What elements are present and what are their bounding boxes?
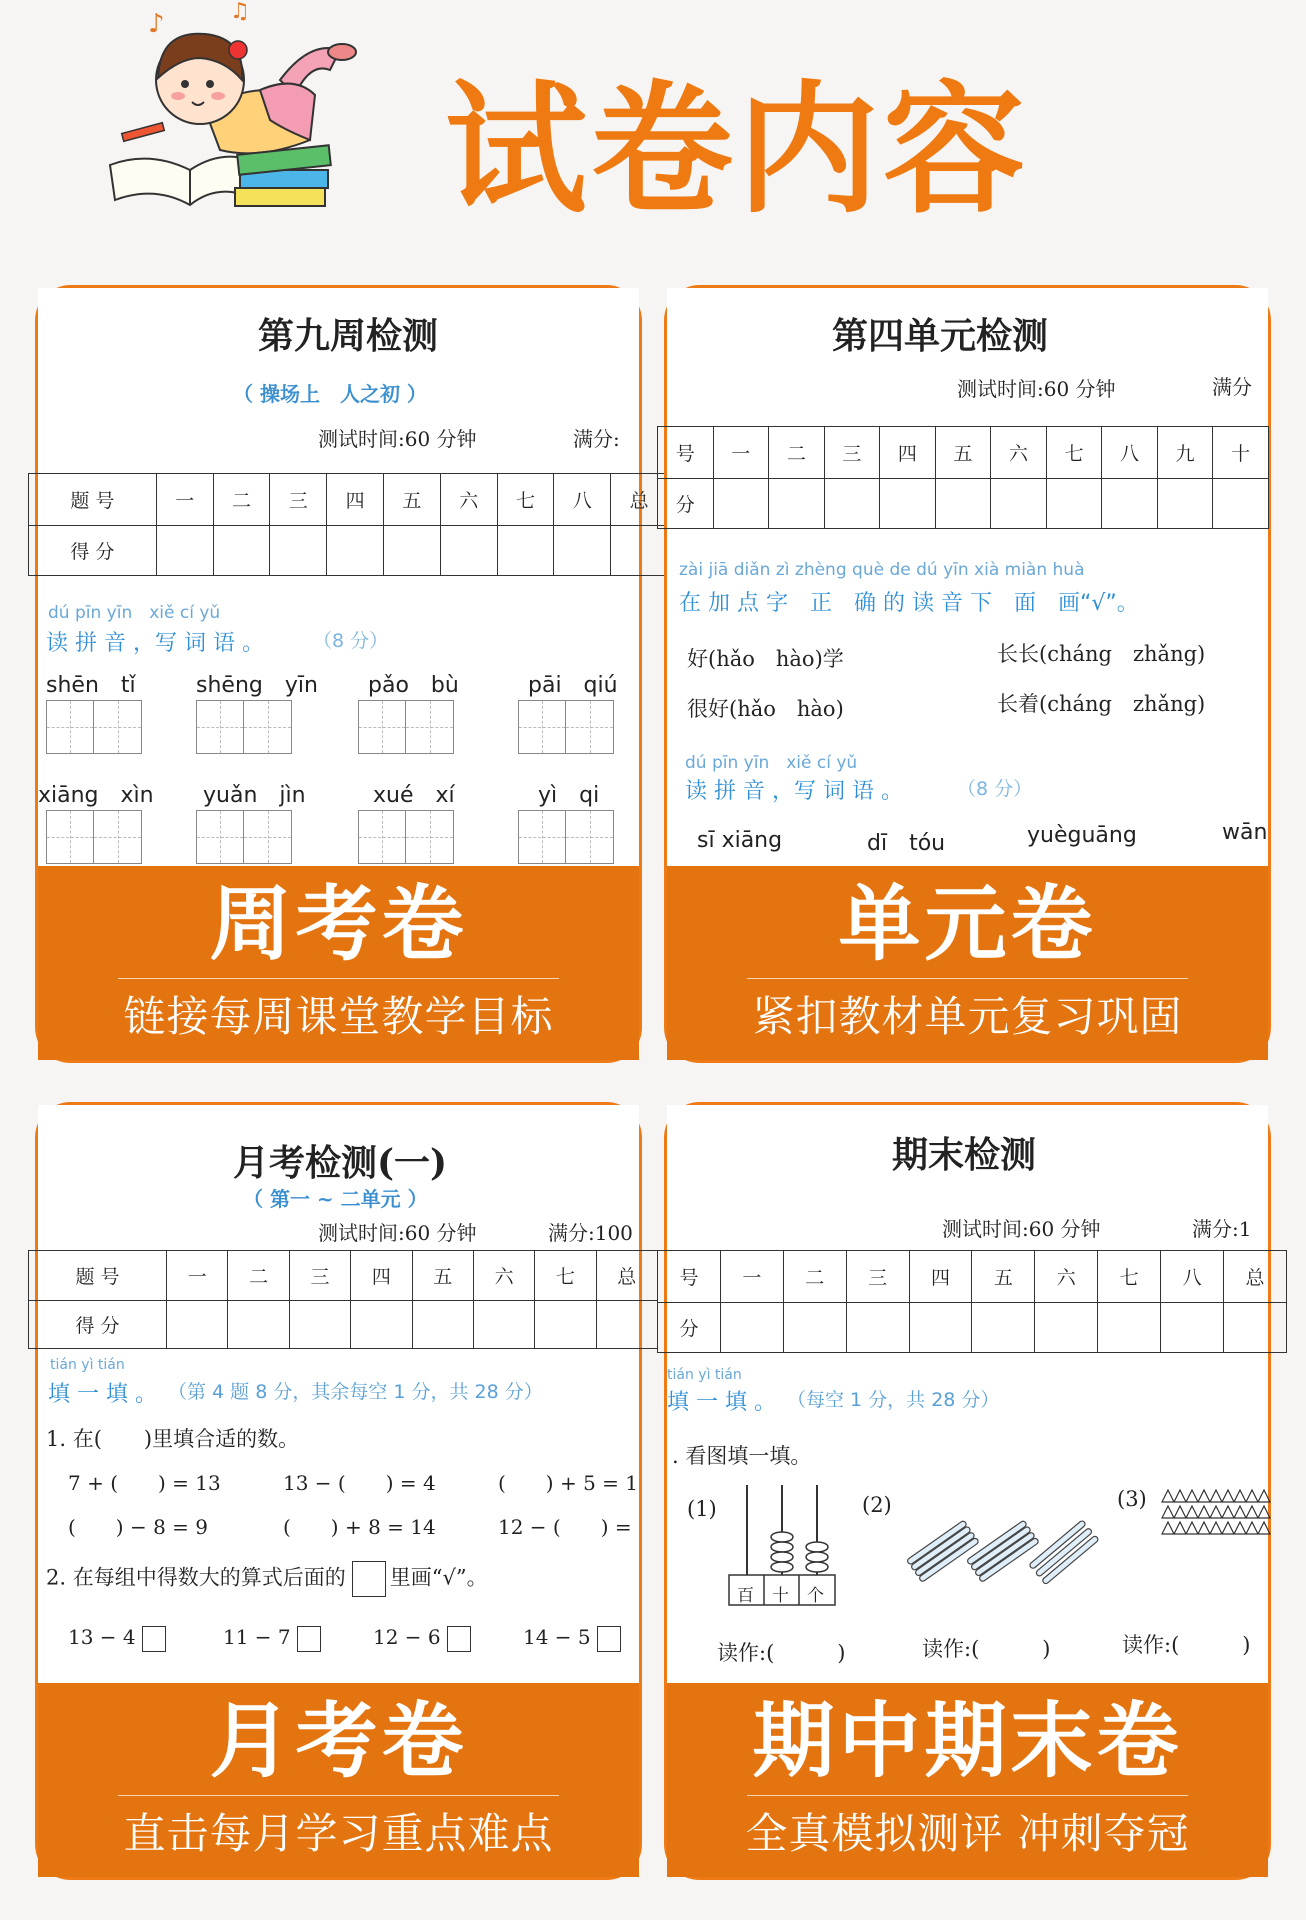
- triangles-figure: [1162, 1488, 1272, 1538]
- card-caption: [667, 1683, 1268, 1877]
- writing-grid: [46, 810, 142, 864]
- answer-box: [597, 1626, 621, 1652]
- paper-title: 期末检测: [892, 1134, 1037, 1176]
- pinyin-word: shēn tǐ: [46, 673, 136, 698]
- score-row-label: 分: [658, 1303, 721, 1353]
- music-note-icon: ♫: [230, 0, 250, 24]
- music-note-icon: ♪: [148, 9, 165, 39]
- score-header: 四: [909, 1251, 972, 1303]
- question-pinyin: dú pīn yīn xiě cí yǔ: [685, 753, 858, 773]
- unit-test-card[interactable]: [664, 285, 1271, 1063]
- paper-subtitle: （ 第一 ~ 二单元 ）: [243, 1187, 428, 1211]
- full-score: 满分:100: [548, 1221, 633, 1245]
- pinyin-word: shēng yīn: [196, 673, 318, 698]
- abacus-label: 个: [807, 1586, 824, 1606]
- paper-title: 第四单元检测: [832, 315, 1049, 357]
- writing-grid: [358, 700, 454, 754]
- score-header: 七: [535, 1251, 596, 1301]
- read-as-line: 读作:( ): [717, 1641, 846, 1665]
- pinyin-word: yuǎn jìn: [203, 783, 306, 808]
- test-time: 测试时间:60 分钟: [318, 427, 477, 451]
- card-title: 周考卷: [209, 877, 468, 972]
- reading-option: 长着(cháng zhǎng): [997, 692, 1206, 716]
- score-table: [28, 1250, 658, 1349]
- question-score: （每空 1 分，共 28 分）: [787, 1389, 1000, 1411]
- weekly-test-card[interactable]: [35, 285, 649, 1063]
- compare-item: [68, 1625, 166, 1652]
- answer-box: [297, 1626, 321, 1652]
- reading-option: 长长(cháng zhǎng): [997, 642, 1206, 666]
- card-subtitle: 直击每月学习重点难点: [123, 1809, 554, 1858]
- question-text: 读 拼 音 ，写 词 语 。: [685, 779, 903, 804]
- score-row-label: 分: [658, 479, 714, 529]
- score-header: 七: [1098, 1251, 1161, 1303]
- question-score: （8 分）: [313, 630, 389, 652]
- score-header: 二: [783, 1251, 846, 1303]
- question-pinyin: dú pīn yīn xiě cí yǔ: [48, 603, 221, 623]
- score-header: 三: [270, 474, 327, 526]
- paper-preview: [38, 1105, 639, 1686]
- card-title: 期中期末卷: [752, 1694, 1183, 1789]
- question-line: [46, 1561, 488, 1597]
- final-exam-card[interactable]: [664, 1102, 1271, 1880]
- sub-question-label: (2): [862, 1493, 892, 1517]
- paper-preview: [667, 1105, 1268, 1686]
- score-header: 三: [289, 1251, 350, 1301]
- question-text: 在 加 点 字 正 确 的 读 音 下 面 画“√”。: [679, 591, 1139, 616]
- score-header: 六: [440, 474, 497, 526]
- card-caption: [38, 1683, 639, 1877]
- divider: [747, 1795, 1188, 1796]
- pinyin-word: xiāng xìn: [38, 783, 154, 808]
- question-line-part: 2. 在每组中得数大的算式后面的: [46, 1565, 346, 1590]
- equation: ( ) + 8 = 14: [283, 1515, 436, 1539]
- answer-box: [352, 1561, 386, 1597]
- pinyin-word: yì qi: [538, 783, 600, 808]
- pinyin-word: pǎo bù: [368, 673, 459, 698]
- score-header: 总: [596, 1251, 657, 1301]
- writing-grid: [358, 810, 454, 864]
- score-header: 八: [1161, 1251, 1224, 1303]
- score-header: 六: [473, 1251, 534, 1301]
- question-text: 填 一 填 。: [48, 1382, 157, 1407]
- test-time: 测试时间:60 分钟: [942, 1217, 1101, 1241]
- divider: [118, 1795, 559, 1796]
- score-header: 总: [1224, 1251, 1287, 1303]
- score-header: 六: [991, 427, 1047, 479]
- writing-grid: [518, 700, 614, 754]
- abacus-label: 百: [737, 1586, 754, 1606]
- score-row-label: 得 分: [29, 1301, 167, 1349]
- equation: 12 − ( ) =: [498, 1515, 632, 1539]
- question-text: 读 拼 音 ，写 词 语 。: [46, 631, 264, 656]
- score-header: 号: [658, 427, 714, 479]
- score-row-label: 得 分: [29, 526, 157, 576]
- pinyin-word: wān: [1222, 820, 1268, 845]
- question-line: 1. 在( )里填合适的数。: [46, 1427, 300, 1451]
- score-header: 二: [228, 1251, 289, 1301]
- score-table: [28, 473, 668, 576]
- score-header: 题 号: [29, 1251, 167, 1301]
- writing-grid: [46, 700, 142, 754]
- score-header: 题 号: [29, 474, 157, 526]
- abacus-label: 十: [772, 1586, 789, 1606]
- question-line: . 看图填一填。: [672, 1444, 812, 1468]
- full-score: 满分: [1212, 375, 1252, 399]
- sub-question-label: (3): [1117, 1487, 1147, 1511]
- card-caption: [667, 866, 1268, 1060]
- pinyin-word: xué xí: [373, 783, 455, 808]
- score-header: 四: [351, 1251, 412, 1301]
- question-score: （8 分）: [957, 778, 1033, 800]
- card-caption: [38, 866, 639, 1060]
- score-header: 号: [658, 1251, 721, 1303]
- page-title: 试卷内容: [445, 68, 1029, 233]
- score-header: 五: [935, 427, 991, 479]
- pinyin-word: sī xiāng: [697, 828, 783, 853]
- card-subtitle: 紧扣教材单元复习巩固: [752, 992, 1183, 1041]
- equation: 13 − ( ) = 4: [283, 1471, 436, 1495]
- equation: ( ) − 8 = 9: [68, 1515, 208, 1539]
- divider: [118, 978, 559, 979]
- compare-expr: 13 − 4: [68, 1625, 136, 1649]
- sub-question-label: (1): [687, 1497, 717, 1521]
- paper-preview: [667, 288, 1268, 869]
- score-table: [657, 426, 1269, 529]
- question-pinyin: tián yì tián: [667, 1367, 742, 1383]
- score-header: 一: [167, 1251, 228, 1301]
- score-header: 四: [327, 474, 384, 526]
- answer-box: [447, 1626, 471, 1652]
- score-header: 五: [384, 474, 441, 526]
- compare-item: [223, 1625, 321, 1652]
- pinyin-word: dī tóu: [867, 831, 946, 856]
- question-score: （第 4 题 8 分，其余每空 1 分，共 28 分）: [168, 1381, 543, 1403]
- score-header: 二: [769, 427, 825, 479]
- score-header: 十: [1213, 427, 1269, 479]
- card-subtitle: 全真模拟测评 冲刺夺冠: [745, 1809, 1190, 1858]
- full-score: 满分:1: [1192, 1217, 1252, 1241]
- read-as-line: 读作:( ): [1122, 1633, 1251, 1657]
- score-header: 二: [213, 474, 270, 526]
- compare-item: [373, 1625, 471, 1652]
- writing-grid: [518, 810, 614, 864]
- score-header: 八: [554, 474, 611, 526]
- equation: 7 + ( ) = 13: [68, 1471, 221, 1495]
- compare-expr: 11 − 7: [223, 1625, 291, 1649]
- score-header: 三: [824, 427, 880, 479]
- score-header: 三: [846, 1251, 909, 1303]
- question-pinyin: zài jiā diǎn zì zhèng què de dú yīn xià miàn huà: [679, 560, 1085, 580]
- girl-reading-illustration: [110, 0, 430, 240]
- score-header: 八: [1102, 427, 1158, 479]
- test-time: 测试时间:60 分钟: [318, 1221, 477, 1245]
- compare-expr: 12 − 6: [373, 1625, 441, 1649]
- answer-box: [142, 1626, 166, 1652]
- score-header: 四: [880, 427, 936, 479]
- pinyin-word: pāi qiú: [528, 673, 618, 698]
- question-pinyin: tián yì tián: [50, 1357, 125, 1373]
- compare-item: [523, 1625, 621, 1652]
- question-text: 填 一 填 。: [667, 1390, 776, 1415]
- writing-grid: [196, 700, 292, 754]
- score-header: 七: [1046, 427, 1102, 479]
- monthly-test-card[interactable]: [35, 1102, 642, 1880]
- score-header: 一: [156, 474, 213, 526]
- paper-title: 第九周检测: [258, 315, 439, 357]
- score-header: 五: [412, 1251, 473, 1301]
- writing-grid: [196, 810, 292, 864]
- score-header: 一: [713, 427, 769, 479]
- read-as-line: 读作:( ): [922, 1637, 1051, 1661]
- score-header: 五: [972, 1251, 1035, 1303]
- reading-option: 好(hǎo hào)学: [687, 647, 844, 671]
- score-header: 总: [611, 474, 668, 526]
- card-subtitle: 链接每周课堂教学目标: [123, 992, 554, 1041]
- divider: [747, 978, 1188, 979]
- reading-option: 很好(hǎo hào): [687, 697, 844, 721]
- score-header: 一: [720, 1251, 783, 1303]
- card-title: 单元卷: [838, 877, 1097, 972]
- card-title: 月考卷: [209, 1694, 468, 1789]
- full-score: 满分:: [573, 427, 620, 451]
- paper-subtitle: （ 操场上 人之初 ）: [233, 382, 427, 406]
- score-header: 六: [1035, 1251, 1098, 1303]
- pinyin-word: yuèguāng: [1027, 823, 1137, 848]
- paper-preview: [38, 288, 649, 869]
- score-table: [657, 1250, 1287, 1353]
- score-header: 七: [497, 474, 554, 526]
- score-header: 九: [1157, 427, 1213, 479]
- question-line-part: 里画“√”。: [389, 1565, 488, 1590]
- equation: ( ) + 5 = 1: [498, 1471, 638, 1495]
- compare-expr: 14 − 5: [523, 1625, 591, 1649]
- paper-title: 月考检测(一): [233, 1142, 448, 1184]
- test-time: 测试时间:60 分钟: [957, 377, 1116, 401]
- stick-bundles-figure: [902, 1490, 1102, 1600]
